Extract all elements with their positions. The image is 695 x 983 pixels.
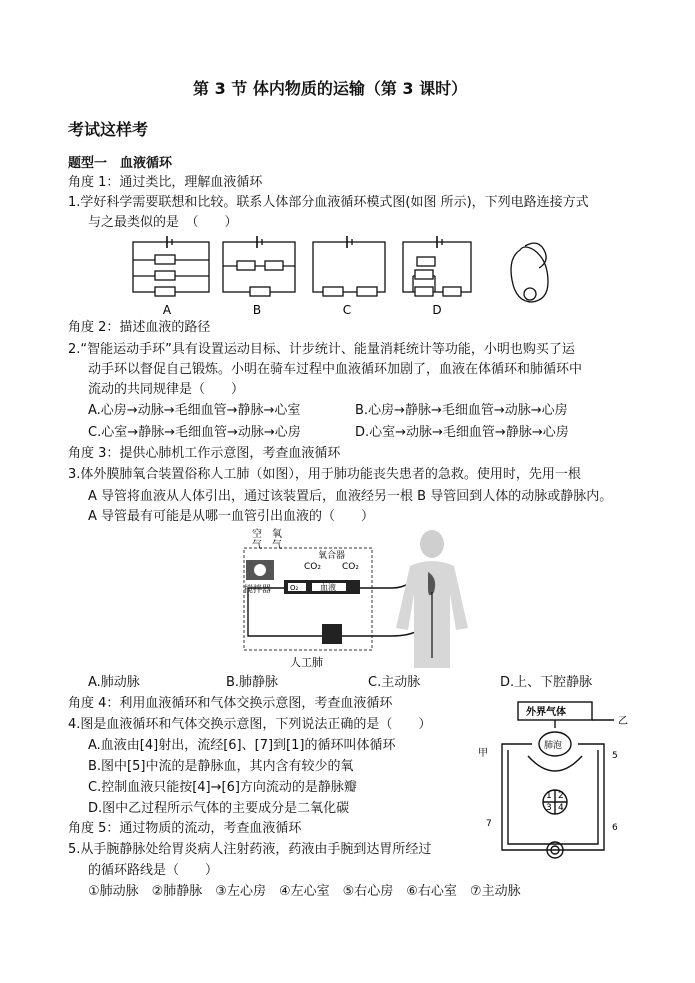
fig3-air-2: 气 [252, 540, 262, 551]
q2-option-c: C.心室→静脉→毛细血管→动脉→心房 [88, 425, 301, 440]
q1-line2: 与之最类似的是 （ ） [88, 215, 238, 230]
q1-label-a: A [162, 303, 172, 317]
artificial-lung-figure [242, 528, 482, 670]
page-title: 第 3 节 体内物质的运输（第 3 课时） [193, 79, 468, 98]
q5-options: ①肺动脉 ②肺静脉 ③左心房 ④左心室 ⑤右心房 ⑥右心室 ⑦主动脉 [88, 884, 521, 899]
angle-5: 角度 5：通过物质的流动，考查血液循环 [68, 821, 302, 836]
q2-line1: 2.“智能运动手环”具有设置运动目标、计步统计、能量消耗统计等功能，小明也购买了运 [68, 342, 575, 357]
q2-option-b: B.心房→静脉→毛细血管→动脉→心房 [355, 403, 568, 418]
q3-option-b: B.肺静脉 [226, 675, 279, 690]
q3-option-d: D.上、下腔静脉 [500, 675, 593, 690]
q5-line2: 的循环路线是（ ） [88, 863, 219, 878]
q1-label-b: B [252, 303, 262, 317]
fig3-oxy-2: 气 [272, 540, 282, 551]
fig4-outside-gas: 外界气体 [526, 707, 566, 718]
fig4-n2: 2 [558, 791, 564, 801]
q2-option-a: A.心房→动脉→毛细血管→静脉→心室 [88, 403, 301, 418]
fig4-n4: 4 [558, 803, 564, 813]
angle-2: 角度 2：描述血液的路径 [68, 320, 211, 335]
fig3-oxygenator: 氧合器 [318, 551, 346, 561]
fig3-co2-right: CO₂ [342, 562, 359, 572]
fig4-alveolus: 肺泡 [544, 741, 563, 751]
fig4-n6: 6 [612, 823, 618, 833]
fig3-oxy-1: 氧 [272, 529, 282, 540]
q3-option-c: C.主动脉 [368, 675, 421, 690]
q5-line1: 5.从手腕静脉处给胃炎病人注射药液，药液由手腕到达胃所经过 [68, 842, 432, 857]
q2-line3: 流动的共同规律是（ ） [88, 382, 245, 397]
fig4-n7: 7 [486, 819, 492, 829]
q4-line1: 4.图是血液循环和气体交换示意图，下列说法正确的是（ ） [68, 717, 432, 732]
fig3-caption: 人工肺 [290, 656, 323, 669]
q3-line1: 3.体外膜肺氧合装置俗称人工肺（如图），用于肺功能丧失患者的急救。使用时，先用一根 [68, 467, 581, 482]
angle-4: 角度 4：利用血液循环和气体交换示意图，考查血液循环 [68, 696, 393, 711]
q4-option-a: A.血液由[4]射出，流经[6]、[7]到[1]的循环叫体循环 [88, 738, 396, 753]
q3-line3: A 导管最有可能是从哪一血管引出血液的（ ） [88, 509, 375, 524]
angle-3: 角度 3：提供心肺机工作示意图，考查血液循环 [68, 446, 341, 461]
fig4-n1: 1 [546, 791, 552, 801]
fig4-n3: 3 [546, 803, 552, 813]
q4-option-d: D.图中乙过程所示气体的主要成分是二氧化碳 [88, 801, 350, 816]
q4-option-b: B.图中[5]中流的是静脉血，其内含有较少的氧 [88, 759, 354, 774]
q3-option-a: A.肺动脉 [88, 675, 140, 690]
q4-option-c: C.控制血液只能按[4]→[6]方向流动的是静脉瓣 [88, 780, 357, 795]
q1-label-c: C [342, 303, 352, 317]
fig3-o2: O₂ [290, 584, 299, 592]
fig3-blood: 血液 [320, 583, 336, 592]
q2-option-d: D.心室→动脉→毛细血管→静脉→心房 [355, 425, 569, 440]
fig4-n5: 5 [612, 751, 618, 761]
angle-1: 角度 1：通过类比，理解血液循环 [68, 175, 263, 190]
fig4-jia: 甲 [478, 748, 488, 759]
fig4-yi: 乙 [618, 716, 628, 727]
fig3-co2-left: CO₂ [304, 562, 321, 572]
q2-line2: 动手环以督促自己锻炼。小明在骑车过程中血液循环加剧了，血液在体循环和肺循环中 [88, 362, 583, 377]
type-heading: 题型一 血液循环 [68, 156, 173, 171]
fig3-stirrer: 搅拌器 [244, 585, 272, 595]
section-heading: 考试这样考 [68, 120, 149, 139]
q3-line2: A 导管将血液从人体引出，通过该装置后，血液经另一根 B 导管回到人体的动脉或静脉内。 [88, 489, 613, 504]
circulation-figure [472, 700, 632, 870]
fig3-air-1: 空 [252, 529, 262, 540]
q1-label-d: D [432, 303, 442, 317]
q1-line1: 1.学好科学需要联想和比较。联系人体部分血液循环模式图(如图 所示)，下列电路连接方式 [68, 195, 589, 210]
q1-circuit-figures [125, 232, 565, 322]
